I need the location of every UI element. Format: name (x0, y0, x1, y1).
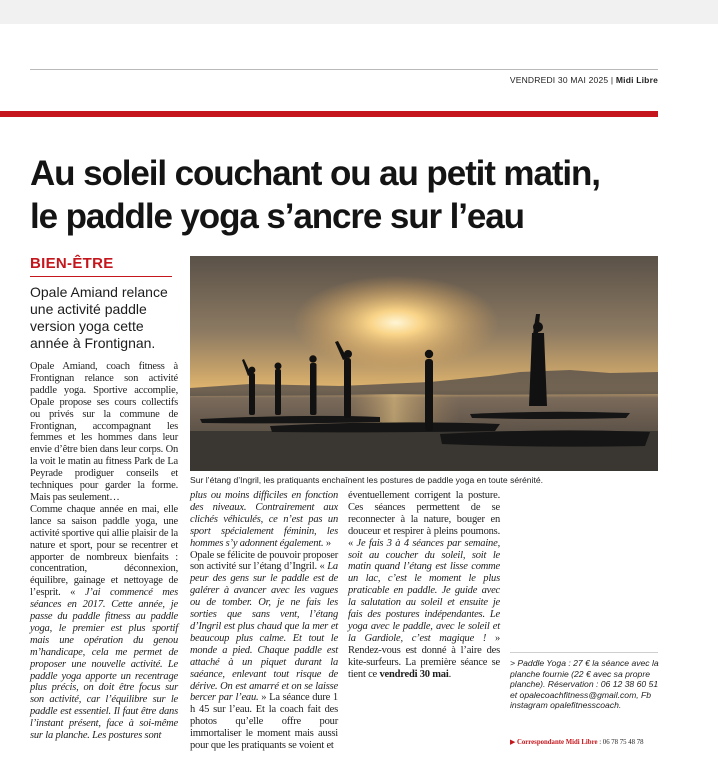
body-paragraph-3-middle: éventuellement corrigent la posture. Ces séances permettent de se reconnecter à la nature, bouger en douceur et respirer à pleins poumons. « (348, 490, 500, 549)
body-paragraph-2-intro: Comme chaque année en mai, elle lance sa saison paddle yoga, une activité sportive qui allie plaisir de la nature et sport, pour se recentrer et apporter de nombreux bienfaits : concentration, déconnexion, équilibre, gainage et nettoyage de l’esprit. « (30, 503, 178, 599)
correspondent-credit (510, 738, 670, 746)
correspondent-label: Correspondante Midi Libre (516, 739, 598, 746)
rubric-rule (30, 276, 172, 277)
dateline-separator: | (610, 75, 614, 85)
section-red-bar (0, 111, 658, 117)
headline-line-1: Au soleil couchant ou au petit matin, (30, 154, 600, 193)
opale-quote-1: J’ai commencé mes séances en 2017. Cette année, je passe du paddle fitness au paddle yoga, le premier est plus sportif mais une opération du genou m’handicape, cela me permet de proposer une nouvelle activité. Le paddle yoga apporte un recentrage plus précis, on doit être focus sur son activité, car l’équilibre sur le paddle est essentiel. Il faut être dans l’instant présent, face à soi-même sur la planche. Les postures sont (30, 587, 178, 742)
header-rule (30, 69, 658, 70)
opale-quote-3: Je fais 3 à 4 séances par semaine, soit au coucher du soleil, soit le matin quand l’étang est lisse comme un lac, c’est le moment le plus praticable en paddle. Je guide avec la salutation au soleil et ensuite je fais des postures indépendantes. Le yoga avec le paddle, avec le soleil et la Gardiole, c’est magique ! (348, 537, 500, 644)
body-paragraph-2 (30, 504, 178, 742)
lead-paragraph: Opale Amiand relance une activité paddle version yoga cette année à Frontignan. (30, 284, 168, 351)
body-paragraph-2-close: » (323, 537, 331, 549)
correspondent-phone: : 06 78 75 48 78 (599, 739, 644, 746)
body-paragraph-3 (348, 490, 500, 681)
first-session-date: vendredi 30 mai (379, 668, 449, 680)
top-margin (0, 0, 718, 24)
body-paragraph-3-middle: » La séance dure 1 h 45 sur l’eau. Et la coach fait des photos qu’elle offre pour immortaliser le moment mais aussi pour que les pratiquants se voient et (190, 692, 338, 752)
body-paragraph-3 (190, 550, 338, 752)
body-paragraph-3-intro: Opale se félicite de pouvoir proposer son activité sur l’étang d’Ingril. « (190, 549, 339, 573)
correspondent-marker-icon: ▶ (510, 739, 516, 746)
paddle-yoga-sunset-photo (190, 256, 658, 471)
body-paragraph-3-end: . (448, 668, 452, 680)
issue-date: VENDREDI 30 MAI 2025 (509, 75, 609, 85)
photo-caption: Sur l’étang d’Ingril, les pratiquants enchaînent les postures de paddle yoga en toute sérénité. (190, 475, 544, 485)
opale-quote-2: La peur des gens sur le paddle est de galérer à avancer avec les vagues ou de tomber. Or, je ne fais les sorties que sans vent, l’étang d’Ingril est plus chaud que la mer et beaucoup plus calme. Et tout le monde a pied. Chaque paddle est attaché à un piquet durant la saéance, enlevant tout risque de dérive. On est amarré et on se laisse bercer par l’eau. (190, 561, 338, 704)
body-paragraph-1: Opale Amiand, coach fitness à Frontignan relance son activité paddle yoga. Sportive accomplie, Opale propose ses cours collectifs ou privés sur la commune de Frontignan, accompagnant les femmes et les hommes dans leur envie d’être bien dans leur corps. On la voit le matin au fitness Park de La Peyrade prodiguer conseils et techniques pour garder la forme. Mais pas seulement… (30, 361, 178, 503)
dateline (510, 75, 658, 85)
headline (30, 152, 670, 238)
body-column-3 (348, 490, 500, 681)
rubric-label: BIEN-ÊTRE (30, 255, 114, 272)
body-column-2 (190, 490, 338, 752)
body-paragraph-2 (190, 490, 338, 550)
body-paragraph-3-rdv: » Rendez-vous est donné à l’aire des kite-surfeurs. La première séance se tient ce (348, 632, 500, 680)
publication-name: Midi Libre (615, 75, 658, 85)
practical-info-rule (510, 652, 658, 653)
body-column-1 (30, 361, 178, 742)
opale-quote-1: plus ou moins difficiles en fonction des niveaux. Contrairement aux clichés véhiculés, ce n’est pas un sport spécialement féminin, les hommes s’y adonnent également. (190, 490, 338, 549)
practical-info: > Paddle Yoga : 27 € la séance avec la planche fournie (22 € avec sa propre planche). Réservation : 06 12 38 60 51 et opalecoachfitness@gmail.com, Fb instagram opalefitnesscoach. (510, 658, 659, 711)
headline-line-2: le paddle yoga s’ancre sur l’eau (30, 197, 524, 236)
